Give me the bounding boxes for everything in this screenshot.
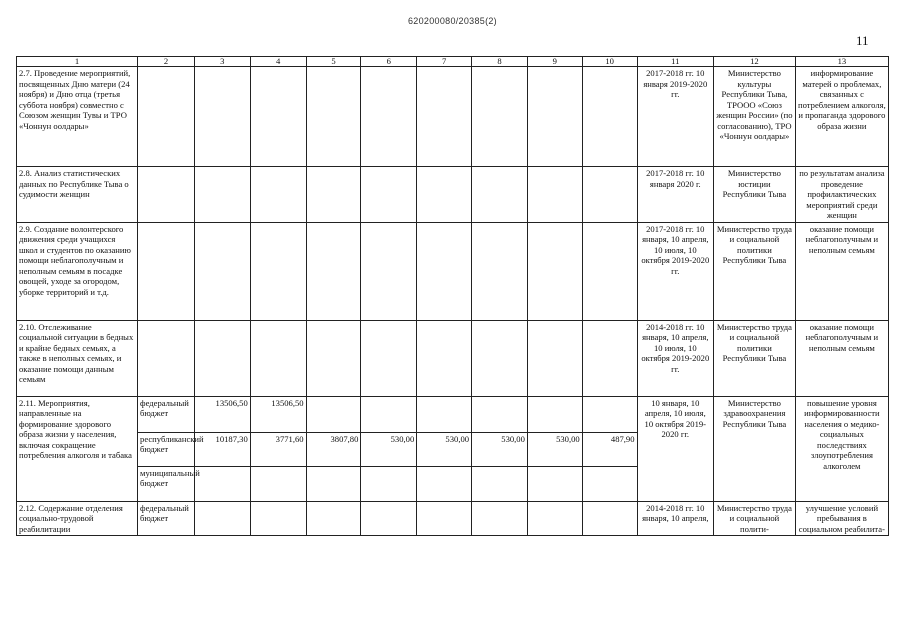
column-header: 7	[417, 57, 472, 67]
deadline-cell: 2017-2018 гг. 10 января 2020 г.	[637, 167, 714, 223]
amount-cell: 3807,80	[306, 432, 361, 466]
empty-cell	[194, 222, 250, 320]
empty-cell	[306, 501, 361, 536]
empty-cell	[138, 67, 195, 167]
empty-cell	[194, 67, 250, 167]
amount-cell: 10187,30	[194, 432, 250, 466]
measure-name: 2.7. Проведение мероприятий, посвященных Дню матери (24 ноября) и Дню отца (третья суббота ноября) совместно с Союзом женщин Тувы и ТРО «Чоннун оолдары»	[17, 67, 138, 167]
amount-cell	[306, 466, 361, 501]
table-row	[17, 67, 889, 167]
result-cell: улучшение условий пребывания в социальном реабилита-	[795, 501, 888, 536]
empty-cell	[582, 222, 637, 320]
table-row	[17, 222, 889, 320]
column-header: 4	[250, 57, 306, 67]
result-cell: повышение уровня информированности населения о медико-социальных последствиях злоупотребления алкоголем	[795, 396, 888, 501]
amount-cell: 487,90	[582, 432, 637, 466]
empty-cell	[417, 67, 472, 167]
deadline-cell: 10 января, 10 апреля, 10 июля, 10 октября 2019-2020 гг.	[637, 396, 714, 501]
empty-cell	[582, 501, 637, 536]
empty-cell	[417, 320, 472, 396]
table-row	[17, 167, 889, 223]
empty-cell	[472, 320, 528, 396]
empty-cell	[527, 501, 582, 536]
column-header: 13	[795, 57, 888, 67]
empty-cell	[417, 167, 472, 223]
amount-cell	[472, 466, 528, 501]
amount-cell: 13506,50	[194, 396, 250, 432]
amount-cell	[250, 466, 306, 501]
empty-cell	[582, 167, 637, 223]
amount-cell	[306, 396, 361, 432]
amount-cell	[361, 466, 417, 501]
amount-cell: 13506,50	[250, 396, 306, 432]
empty-cell	[472, 222, 528, 320]
executor-cell: Министерство юстиции Республики Тыва	[714, 167, 796, 223]
empty-cell	[250, 222, 306, 320]
column-header: 12	[714, 57, 796, 67]
empty-cell	[306, 222, 361, 320]
empty-cell	[417, 222, 472, 320]
executor-cell: Министерство труда и социальной полити-	[714, 501, 796, 536]
amount-cell	[417, 466, 472, 501]
table-row	[17, 320, 889, 396]
amount-cell	[361, 396, 417, 432]
result-cell: информирование матерей о проблемах, связанных с потреблением алкоголя, и пропаганда здорового образа жизни	[795, 67, 888, 167]
empty-cell	[250, 167, 306, 223]
empty-cell	[361, 501, 417, 536]
deadline-cell: 2014-2018 гг. 10 января, 10 апреля, 10 июля, 10 октября 2019-2020 гг.	[637, 320, 714, 396]
empty-cell	[527, 320, 582, 396]
amount-cell	[527, 466, 582, 501]
empty-cell	[527, 167, 582, 223]
column-header: 1	[17, 57, 138, 67]
empty-cell	[138, 167, 195, 223]
amount-cell	[194, 466, 250, 501]
budget-source: муниципальный бюджет	[138, 466, 195, 501]
empty-cell	[138, 222, 195, 320]
column-header: 8	[472, 57, 528, 67]
deadline-cell: 2014-2018 гг. 10 января, 10 апреля,	[637, 501, 714, 536]
executor-cell: Министерство здравоохранения Республики Тыва	[714, 396, 796, 501]
measure-name: 2.10. Отслеживание социальной ситуации в бедных и крайне бедных семьях, а также в неполных семьях, и оказание помощи данным семьям	[17, 320, 138, 396]
empty-cell	[361, 320, 417, 396]
column-header: 2	[138, 57, 195, 67]
document-id: 620200080/20385(2)	[408, 16, 497, 26]
amount-cell	[582, 396, 637, 432]
empty-cell	[250, 67, 306, 167]
budget-source: федеральный бюджет	[138, 501, 195, 536]
empty-cell	[250, 501, 306, 536]
column-header: 5	[306, 57, 361, 67]
amount-cell: 530,00	[527, 432, 582, 466]
empty-cell	[361, 67, 417, 167]
empty-cell	[472, 67, 528, 167]
measure-name: 2.9. Создание волонтерского движения среди учащихся школ и студентов по оказанию помощи неблагополучным и неполным семьям в посадке овощей, уходе за огородом, уборке территорий и т.д.	[17, 222, 138, 320]
empty-cell	[250, 320, 306, 396]
empty-cell	[472, 501, 528, 536]
table-row	[17, 501, 889, 536]
table-header-row	[17, 57, 889, 67]
amount-cell	[417, 396, 472, 432]
amount-cell	[582, 466, 637, 501]
empty-cell	[306, 67, 361, 167]
empty-cell	[582, 320, 637, 396]
deadline-cell: 2017-2018 гг. 10 января 2019-2020 гг.	[637, 67, 714, 167]
budget-source: республиканский бюджет	[138, 432, 195, 466]
empty-cell	[527, 67, 582, 167]
table-row	[17, 396, 889, 432]
empty-cell	[527, 222, 582, 320]
result-cell: оказание помощи неблагополучным и неполным семьям	[795, 320, 888, 396]
empty-cell	[361, 167, 417, 223]
deadline-cell: 2017-2018 гг. 10 января, 10 апреля, 10 июля, 10 октября 2019-2020 гг.	[637, 222, 714, 320]
empty-cell	[306, 320, 361, 396]
empty-cell	[138, 320, 195, 396]
column-header: 11	[637, 57, 714, 67]
page-number: 11	[856, 33, 869, 48]
amount-cell: 530,00	[472, 432, 528, 466]
amount-cell: 530,00	[361, 432, 417, 466]
empty-cell	[582, 67, 637, 167]
empty-cell	[306, 167, 361, 223]
empty-cell	[417, 501, 472, 536]
measure-name: 2.8. Анализ статистических данных по Республике Тыва о судимости женщин	[17, 167, 138, 223]
amount-cell: 530,00	[417, 432, 472, 466]
column-header: 10	[582, 57, 637, 67]
empty-cell	[194, 501, 250, 536]
column-header: 3	[194, 57, 250, 67]
measures-table	[16, 56, 889, 536]
amount-cell: 3771,60	[250, 432, 306, 466]
measure-name: 2.11. Мероприятия, направленные на формирование здорового образа жизни у населения, включая сокращение потребления алкоголя и табака	[17, 396, 138, 501]
executor-cell: Министерство труда и социальной политики Республики Тыва	[714, 222, 796, 320]
measure-name: 2.12. Содержание отделения социально-трудовой реабилитации	[17, 501, 138, 536]
budget-source: федеральный бюджет	[138, 396, 195, 432]
result-cell: оказание помощи неблагополучным и неполным семьям	[795, 222, 888, 320]
empty-cell	[472, 167, 528, 223]
empty-cell	[194, 167, 250, 223]
result-cell: по результатам анализа проведение профилактических мероприятий среди женщин	[795, 167, 888, 223]
amount-cell	[527, 396, 582, 432]
executor-cell: Министерство культуры Республики Тыва, ТРООО «Союз женщин России» (по согласованию), ТРО «Чоннун оолдары»	[714, 67, 796, 167]
empty-cell	[194, 320, 250, 396]
column-header: 9	[527, 57, 582, 67]
empty-cell	[361, 222, 417, 320]
amount-cell	[472, 396, 528, 432]
executor-cell: Министерство труда и социальной политики Республики Тыва	[714, 320, 796, 396]
column-header: 6	[361, 57, 417, 67]
